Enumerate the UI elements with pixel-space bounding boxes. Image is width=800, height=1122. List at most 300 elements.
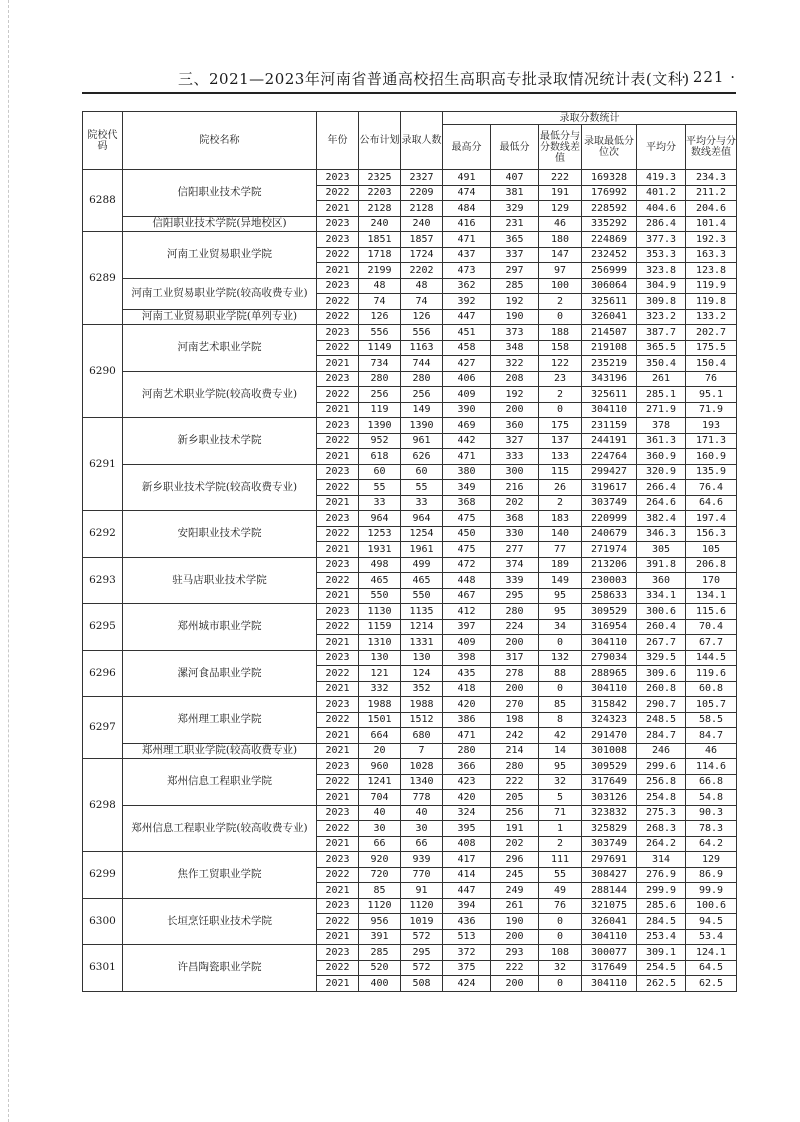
cell-year: 2021 <box>317 495 359 511</box>
cell-min-score: 190 <box>491 309 539 325</box>
cell-admitted: 939 <box>401 852 443 868</box>
cell-max-score: 406 <box>443 371 491 387</box>
cell-max-score: 447 <box>443 309 491 325</box>
cell-admitted: 508 <box>401 976 443 992</box>
cell-min-rank: 220999 <box>582 511 637 527</box>
cell-year: 2023 <box>317 557 359 573</box>
cell-min-score: 365 <box>491 232 539 248</box>
cell-min-diff: 95 <box>539 759 582 775</box>
school-name: 信阳职业技术学院 <box>123 170 317 217</box>
cell-min-diff: 14 <box>539 743 582 759</box>
cell-max-score: 394 <box>443 898 491 914</box>
cell-year: 2022 <box>317 666 359 682</box>
cell-max-score: 412 <box>443 604 491 620</box>
cell-min-rank: 303126 <box>582 790 637 806</box>
cell-plan: 1931 <box>359 542 401 558</box>
cell-avg-diff: 71.9 <box>686 402 737 418</box>
cell-min-diff: 2 <box>539 836 582 852</box>
cell-plan: 119 <box>359 402 401 418</box>
cell-max-score: 417 <box>443 852 491 868</box>
cell-avg-score: 284.7 <box>637 728 686 744</box>
school-name: 河南工业贸易职业学院 <box>123 232 317 279</box>
cell-avg-score: 309.6 <box>637 666 686 682</box>
cell-plan: 1310 <box>359 635 401 651</box>
cell-avg-diff: 64.6 <box>686 495 737 511</box>
cell-avg-diff: 90.3 <box>686 805 737 821</box>
cell-plan: 332 <box>359 681 401 697</box>
cell-min-rank: 291470 <box>582 728 637 744</box>
table-row <box>83 945 737 961</box>
cell-avg-diff: 192.3 <box>686 232 737 248</box>
table-row <box>83 371 737 387</box>
school-name: 河南艺术职业学院(较高收费专业) <box>123 371 317 418</box>
cell-year: 2021 <box>317 356 359 372</box>
cell-plan: 550 <box>359 588 401 604</box>
table-header <box>83 112 737 170</box>
cell-min-rank: 321075 <box>582 898 637 914</box>
cell-admitted: 1120 <box>401 898 443 914</box>
table-row <box>83 805 737 821</box>
col-code: 院校代码 <box>83 112 123 170</box>
cell-avg-score: 285.6 <box>637 898 686 914</box>
cell-year: 2022 <box>317 387 359 403</box>
cell-admitted: 626 <box>401 449 443 465</box>
cell-avg-diff: 67.7 <box>686 635 737 651</box>
cell-avg-score: 264.2 <box>637 836 686 852</box>
cell-avg-diff: 66.8 <box>686 774 737 790</box>
school-name: 驻马店职业技术学院 <box>123 557 317 604</box>
cell-min-rank: 271974 <box>582 542 637 558</box>
cell-max-score: 427 <box>443 356 491 372</box>
cell-avg-diff: 160.9 <box>686 449 737 465</box>
cell-avg-diff: 99.9 <box>686 883 737 899</box>
cell-plan: 256 <box>359 387 401 403</box>
cell-max-score: 420 <box>443 790 491 806</box>
school-code: 6300 <box>83 898 123 945</box>
cell-admitted: 7 <box>401 743 443 759</box>
col-year: 年份 <box>317 112 359 170</box>
cell-admitted: 1961 <box>401 542 443 558</box>
cell-plan: 704 <box>359 790 401 806</box>
cell-max-score: 390 <box>443 402 491 418</box>
col-name: 院校名称 <box>123 112 317 170</box>
cell-admitted: 2209 <box>401 185 443 201</box>
cell-min-diff: 149 <box>539 573 582 589</box>
cell-plan: 952 <box>359 433 401 449</box>
cell-min-score: 317 <box>491 650 539 666</box>
cell-min-diff: 133 <box>539 449 582 465</box>
table-row <box>83 898 737 914</box>
cell-plan: 2325 <box>359 170 401 186</box>
cell-min-score: 224 <box>491 619 539 635</box>
cell-year: 2022 <box>317 573 359 589</box>
school-name: 新乡职业技术学院 <box>123 418 317 465</box>
cell-min-score: 296 <box>491 852 539 868</box>
cell-min-diff: 188 <box>539 325 582 341</box>
cell-min-rank: 319617 <box>582 480 637 496</box>
cell-max-score: 280 <box>443 743 491 759</box>
cell-year: 2021 <box>317 929 359 945</box>
cell-max-score: 436 <box>443 914 491 930</box>
cell-plan: 956 <box>359 914 401 930</box>
cell-plan: 618 <box>359 449 401 465</box>
cell-year: 2023 <box>317 650 359 666</box>
cell-max-score: 451 <box>443 325 491 341</box>
cell-min-diff: 158 <box>539 340 582 356</box>
cell-admitted: 149 <box>401 402 443 418</box>
cell-min-diff: 108 <box>539 945 582 961</box>
cell-plan: 2203 <box>359 185 401 201</box>
cell-max-score: 414 <box>443 867 491 883</box>
cell-avg-score: 285.1 <box>637 387 686 403</box>
cell-plan: 280 <box>359 371 401 387</box>
cell-avg-diff: 197.4 <box>686 511 737 527</box>
school-code: 6293 <box>83 557 123 604</box>
cell-avg-score: 382.4 <box>637 511 686 527</box>
cell-admitted: 465 <box>401 573 443 589</box>
cell-avg-score: 387.7 <box>637 325 686 341</box>
cell-min-rank: 231159 <box>582 418 637 434</box>
cell-min-rank: 304110 <box>582 635 637 651</box>
cell-min-score: 200 <box>491 402 539 418</box>
cell-year: 2023 <box>317 805 359 821</box>
cell-admitted: 40 <box>401 805 443 821</box>
cell-max-score: 408 <box>443 836 491 852</box>
school-name: 郑州理工职业学院(较高收费专业) <box>123 743 317 759</box>
cell-avg-diff: 54.8 <box>686 790 737 806</box>
cell-admitted: 744 <box>401 356 443 372</box>
cell-min-rank: 317649 <box>582 774 637 790</box>
cell-plan: 391 <box>359 929 401 945</box>
header-rule <box>82 92 736 94</box>
cell-year: 2021 <box>317 542 359 558</box>
school-name: 漯河食品职业学院 <box>123 650 317 697</box>
cell-admitted: 556 <box>401 325 443 341</box>
cell-max-score: 324 <box>443 805 491 821</box>
cell-min-diff: 191 <box>539 185 582 201</box>
cell-min-score: 192 <box>491 387 539 403</box>
cell-min-score: 205 <box>491 790 539 806</box>
cell-avg-diff: 119.6 <box>686 666 737 682</box>
cell-min-score: 329 <box>491 201 539 217</box>
cell-max-score: 458 <box>443 340 491 356</box>
cell-min-diff: 222 <box>539 170 582 186</box>
cell-year: 2022 <box>317 526 359 542</box>
cell-plan: 85 <box>359 883 401 899</box>
cell-min-rank: 325829 <box>582 821 637 837</box>
cell-min-rank: 224764 <box>582 449 637 465</box>
cell-avg-score: 268.3 <box>637 821 686 837</box>
cell-admitted: 961 <box>401 433 443 449</box>
cell-admitted: 126 <box>401 309 443 325</box>
cell-avg-score: 284.5 <box>637 914 686 930</box>
cell-admitted: 2202 <box>401 263 443 279</box>
cell-plan: 556 <box>359 325 401 341</box>
table-row <box>83 557 737 573</box>
col-rank: 录取最低分位次 <box>582 125 637 170</box>
cell-admitted: 33 <box>401 495 443 511</box>
cell-admitted: 74 <box>401 294 443 310</box>
school-name: 河南工业贸易职业学院(单列专业) <box>123 309 317 325</box>
page-title: 三、2021—2023年河南省普通高校招生高职高专批录取情况统计表(文科) <box>178 70 690 88</box>
cell-min-rank: 315842 <box>582 697 637 713</box>
cell-min-score: 381 <box>491 185 539 201</box>
cell-min-diff: 46 <box>539 216 582 232</box>
cell-year: 2022 <box>317 247 359 263</box>
cell-avg-diff: 133.2 <box>686 309 737 325</box>
cell-plan: 1130 <box>359 604 401 620</box>
cell-admitted: 352 <box>401 681 443 697</box>
cell-year: 2023 <box>317 852 359 868</box>
cell-min-rank: 304110 <box>582 402 637 418</box>
cell-plan: 66 <box>359 836 401 852</box>
cell-min-diff: 49 <box>539 883 582 899</box>
cell-plan: 520 <box>359 960 401 976</box>
cell-avg-diff: 175.5 <box>686 340 737 356</box>
cell-min-score: 202 <box>491 495 539 511</box>
cell-max-score: 366 <box>443 759 491 775</box>
cell-min-diff: 5 <box>539 790 582 806</box>
table-row <box>83 650 737 666</box>
cell-avg-diff: 171.3 <box>686 433 737 449</box>
table-row <box>83 216 737 232</box>
cell-avg-score: 260.8 <box>637 681 686 697</box>
cell-admitted: 1135 <box>401 604 443 620</box>
cell-min-rank: 169328 <box>582 170 637 186</box>
school-code: 6292 <box>83 511 123 558</box>
cell-min-score: 360 <box>491 418 539 434</box>
cell-max-score: 398 <box>443 650 491 666</box>
cell-min-diff: 2 <box>539 387 582 403</box>
cell-min-diff: 8 <box>539 712 582 728</box>
cell-plan: 40 <box>359 805 401 821</box>
cell-min-score: 277 <box>491 542 539 558</box>
cell-year: 2022 <box>317 433 359 449</box>
cell-year: 2023 <box>317 697 359 713</box>
cell-min-rank: 323832 <box>582 805 637 821</box>
cell-avg-score: 377.3 <box>637 232 686 248</box>
cell-admitted: 964 <box>401 511 443 527</box>
cell-plan: 1718 <box>359 247 401 263</box>
cell-admitted: 572 <box>401 929 443 945</box>
cell-min-diff: 32 <box>539 774 582 790</box>
cell-min-diff: 88 <box>539 666 582 682</box>
cell-min-diff: 137 <box>539 433 582 449</box>
cell-avg-diff: 202.7 <box>686 325 737 341</box>
cell-avg-score: 264.6 <box>637 495 686 511</box>
cell-min-score: 293 <box>491 945 539 961</box>
cell-plan: 498 <box>359 557 401 573</box>
cell-min-diff: 2 <box>539 495 582 511</box>
cell-min-score: 222 <box>491 774 539 790</box>
cell-avg-score: 286.4 <box>637 216 686 232</box>
cell-plan: 121 <box>359 666 401 682</box>
cell-min-score: 295 <box>491 588 539 604</box>
cell-max-score: 423 <box>443 774 491 790</box>
cell-avg-diff: 119.9 <box>686 278 737 294</box>
cell-admitted: 770 <box>401 867 443 883</box>
cell-plan: 1253 <box>359 526 401 542</box>
cell-min-rank: 316954 <box>582 619 637 635</box>
cell-avg-diff: 211.2 <box>686 185 737 201</box>
cell-admitted: 1163 <box>401 340 443 356</box>
cell-admitted: 295 <box>401 945 443 961</box>
cell-max-score: 437 <box>443 247 491 263</box>
cell-max-score: 418 <box>443 681 491 697</box>
cell-min-diff: 71 <box>539 805 582 821</box>
cell-min-diff: 23 <box>539 371 582 387</box>
cell-avg-score: 309.1 <box>637 945 686 961</box>
school-code: 6298 <box>83 759 123 852</box>
cell-year: 2022 <box>317 914 359 930</box>
cell-min-rank: 300077 <box>582 945 637 961</box>
cell-year: 2023 <box>317 371 359 387</box>
cell-min-diff: 2 <box>539 294 582 310</box>
cell-min-score: 192 <box>491 294 539 310</box>
cell-avg-diff: 78.3 <box>686 821 737 837</box>
cell-avg-diff: 124.1 <box>686 945 737 961</box>
cell-max-score: 513 <box>443 929 491 945</box>
cell-plan: 964 <box>359 511 401 527</box>
cell-avg-diff: 62.5 <box>686 976 737 992</box>
cell-min-score: 214 <box>491 743 539 759</box>
cell-min-diff: 189 <box>539 557 582 573</box>
cell-avg-diff: 193 <box>686 418 737 434</box>
cell-plan: 20 <box>359 743 401 759</box>
school-name: 郑州信息工程职业学院 <box>123 759 317 806</box>
cell-admitted: 1254 <box>401 526 443 542</box>
cell-year: 2023 <box>317 216 359 232</box>
cell-avg-diff: 170 <box>686 573 737 589</box>
cell-admitted: 1028 <box>401 759 443 775</box>
cell-min-rank: 213206 <box>582 557 637 573</box>
table-row <box>83 418 737 434</box>
cell-max-score: 375 <box>443 960 491 976</box>
cell-max-score: 471 <box>443 728 491 744</box>
cell-max-score: 484 <box>443 201 491 217</box>
table-row <box>83 464 737 480</box>
cell-avg-diff: 105.7 <box>686 697 737 713</box>
cell-year: 2023 <box>317 325 359 341</box>
cell-avg-score: 256.8 <box>637 774 686 790</box>
cell-max-score: 442 <box>443 433 491 449</box>
cell-year: 2023 <box>317 945 359 961</box>
cell-max-score: 420 <box>443 697 491 713</box>
cell-avg-diff: 64.2 <box>686 836 737 852</box>
cell-plan: 960 <box>359 759 401 775</box>
cell-avg-diff: 84.7 <box>686 728 737 744</box>
cell-admitted: 778 <box>401 790 443 806</box>
cell-min-rank: 325611 <box>582 387 637 403</box>
cell-avg-score: 271.9 <box>637 402 686 418</box>
cell-avg-diff: 114.6 <box>686 759 737 775</box>
cell-plan: 664 <box>359 728 401 744</box>
cell-max-score: 450 <box>443 526 491 542</box>
cell-admitted: 2128 <box>401 201 443 217</box>
cell-min-diff: 1 <box>539 821 582 837</box>
cell-avg-score: 323.8 <box>637 263 686 279</box>
cell-min-rank: 258633 <box>582 588 637 604</box>
cell-min-score: 368 <box>491 511 539 527</box>
cell-plan: 48 <box>359 278 401 294</box>
cell-avg-score: 350.4 <box>637 356 686 372</box>
cell-max-score: 475 <box>443 542 491 558</box>
cell-avg-score: 305 <box>637 542 686 558</box>
cell-min-diff: 132 <box>539 650 582 666</box>
cell-year: 2023 <box>317 418 359 434</box>
cell-admitted: 124 <box>401 666 443 682</box>
cell-max-score: 475 <box>443 511 491 527</box>
cell-min-diff: 100 <box>539 278 582 294</box>
cell-admitted: 55 <box>401 480 443 496</box>
cell-min-diff: 76 <box>539 898 582 914</box>
cell-min-rank: 244191 <box>582 433 637 449</box>
cell-avg-score: 365.5 <box>637 340 686 356</box>
cell-min-rank: 308427 <box>582 867 637 883</box>
cell-plan: 1241 <box>359 774 401 790</box>
cell-min-score: 407 <box>491 170 539 186</box>
cell-plan: 2199 <box>359 263 401 279</box>
cell-avg-diff: 206.8 <box>686 557 737 573</box>
cell-min-score: 270 <box>491 697 539 713</box>
cell-avg-score: 309.8 <box>637 294 686 310</box>
cell-avg-score: 419.3 <box>637 170 686 186</box>
cell-min-score: 339 <box>491 573 539 589</box>
cell-year: 2022 <box>317 774 359 790</box>
cell-year: 2022 <box>317 619 359 635</box>
cell-avg-score: 262.5 <box>637 976 686 992</box>
cell-min-score: 333 <box>491 449 539 465</box>
cell-min-rank: 326041 <box>582 914 637 930</box>
cell-min-score: 280 <box>491 604 539 620</box>
cell-max-score: 349 <box>443 480 491 496</box>
table-row <box>83 743 737 759</box>
cell-avg-score: 246 <box>637 743 686 759</box>
cell-plan: 285 <box>359 945 401 961</box>
cell-min-rank: 235219 <box>582 356 637 372</box>
cell-avg-score: 401.2 <box>637 185 686 201</box>
table-row <box>83 697 737 713</box>
cell-avg-diff: 119.8 <box>686 294 737 310</box>
cell-plan: 2128 <box>359 201 401 217</box>
cell-min-diff: 183 <box>539 511 582 527</box>
cell-plan: 720 <box>359 867 401 883</box>
cell-avg-score: 275.3 <box>637 805 686 821</box>
cell-admitted: 91 <box>401 883 443 899</box>
cell-avg-diff: 101.4 <box>686 216 737 232</box>
cell-max-score: 424 <box>443 976 491 992</box>
cell-plan: 30 <box>359 821 401 837</box>
school-code: 6297 <box>83 697 123 759</box>
cell-admitted: 60 <box>401 464 443 480</box>
cell-admitted: 240 <box>401 216 443 232</box>
cell-avg-diff: 150.4 <box>686 356 737 372</box>
cell-year: 2021 <box>317 790 359 806</box>
cell-year: 2023 <box>317 232 359 248</box>
cell-min-rank: 232452 <box>582 247 637 263</box>
school-code: 6295 <box>83 604 123 651</box>
cell-min-rank: 304110 <box>582 929 637 945</box>
cell-avg-score: 391.8 <box>637 557 686 573</box>
school-name: 郑州城市职业学院 <box>123 604 317 651</box>
cell-max-score: 409 <box>443 387 491 403</box>
cell-min-score: 202 <box>491 836 539 852</box>
cell-avg-diff: 95.1 <box>686 387 737 403</box>
table-row <box>83 325 737 341</box>
cell-admitted: 1019 <box>401 914 443 930</box>
cell-max-score: 372 <box>443 945 491 961</box>
cell-avg-score: 261 <box>637 371 686 387</box>
